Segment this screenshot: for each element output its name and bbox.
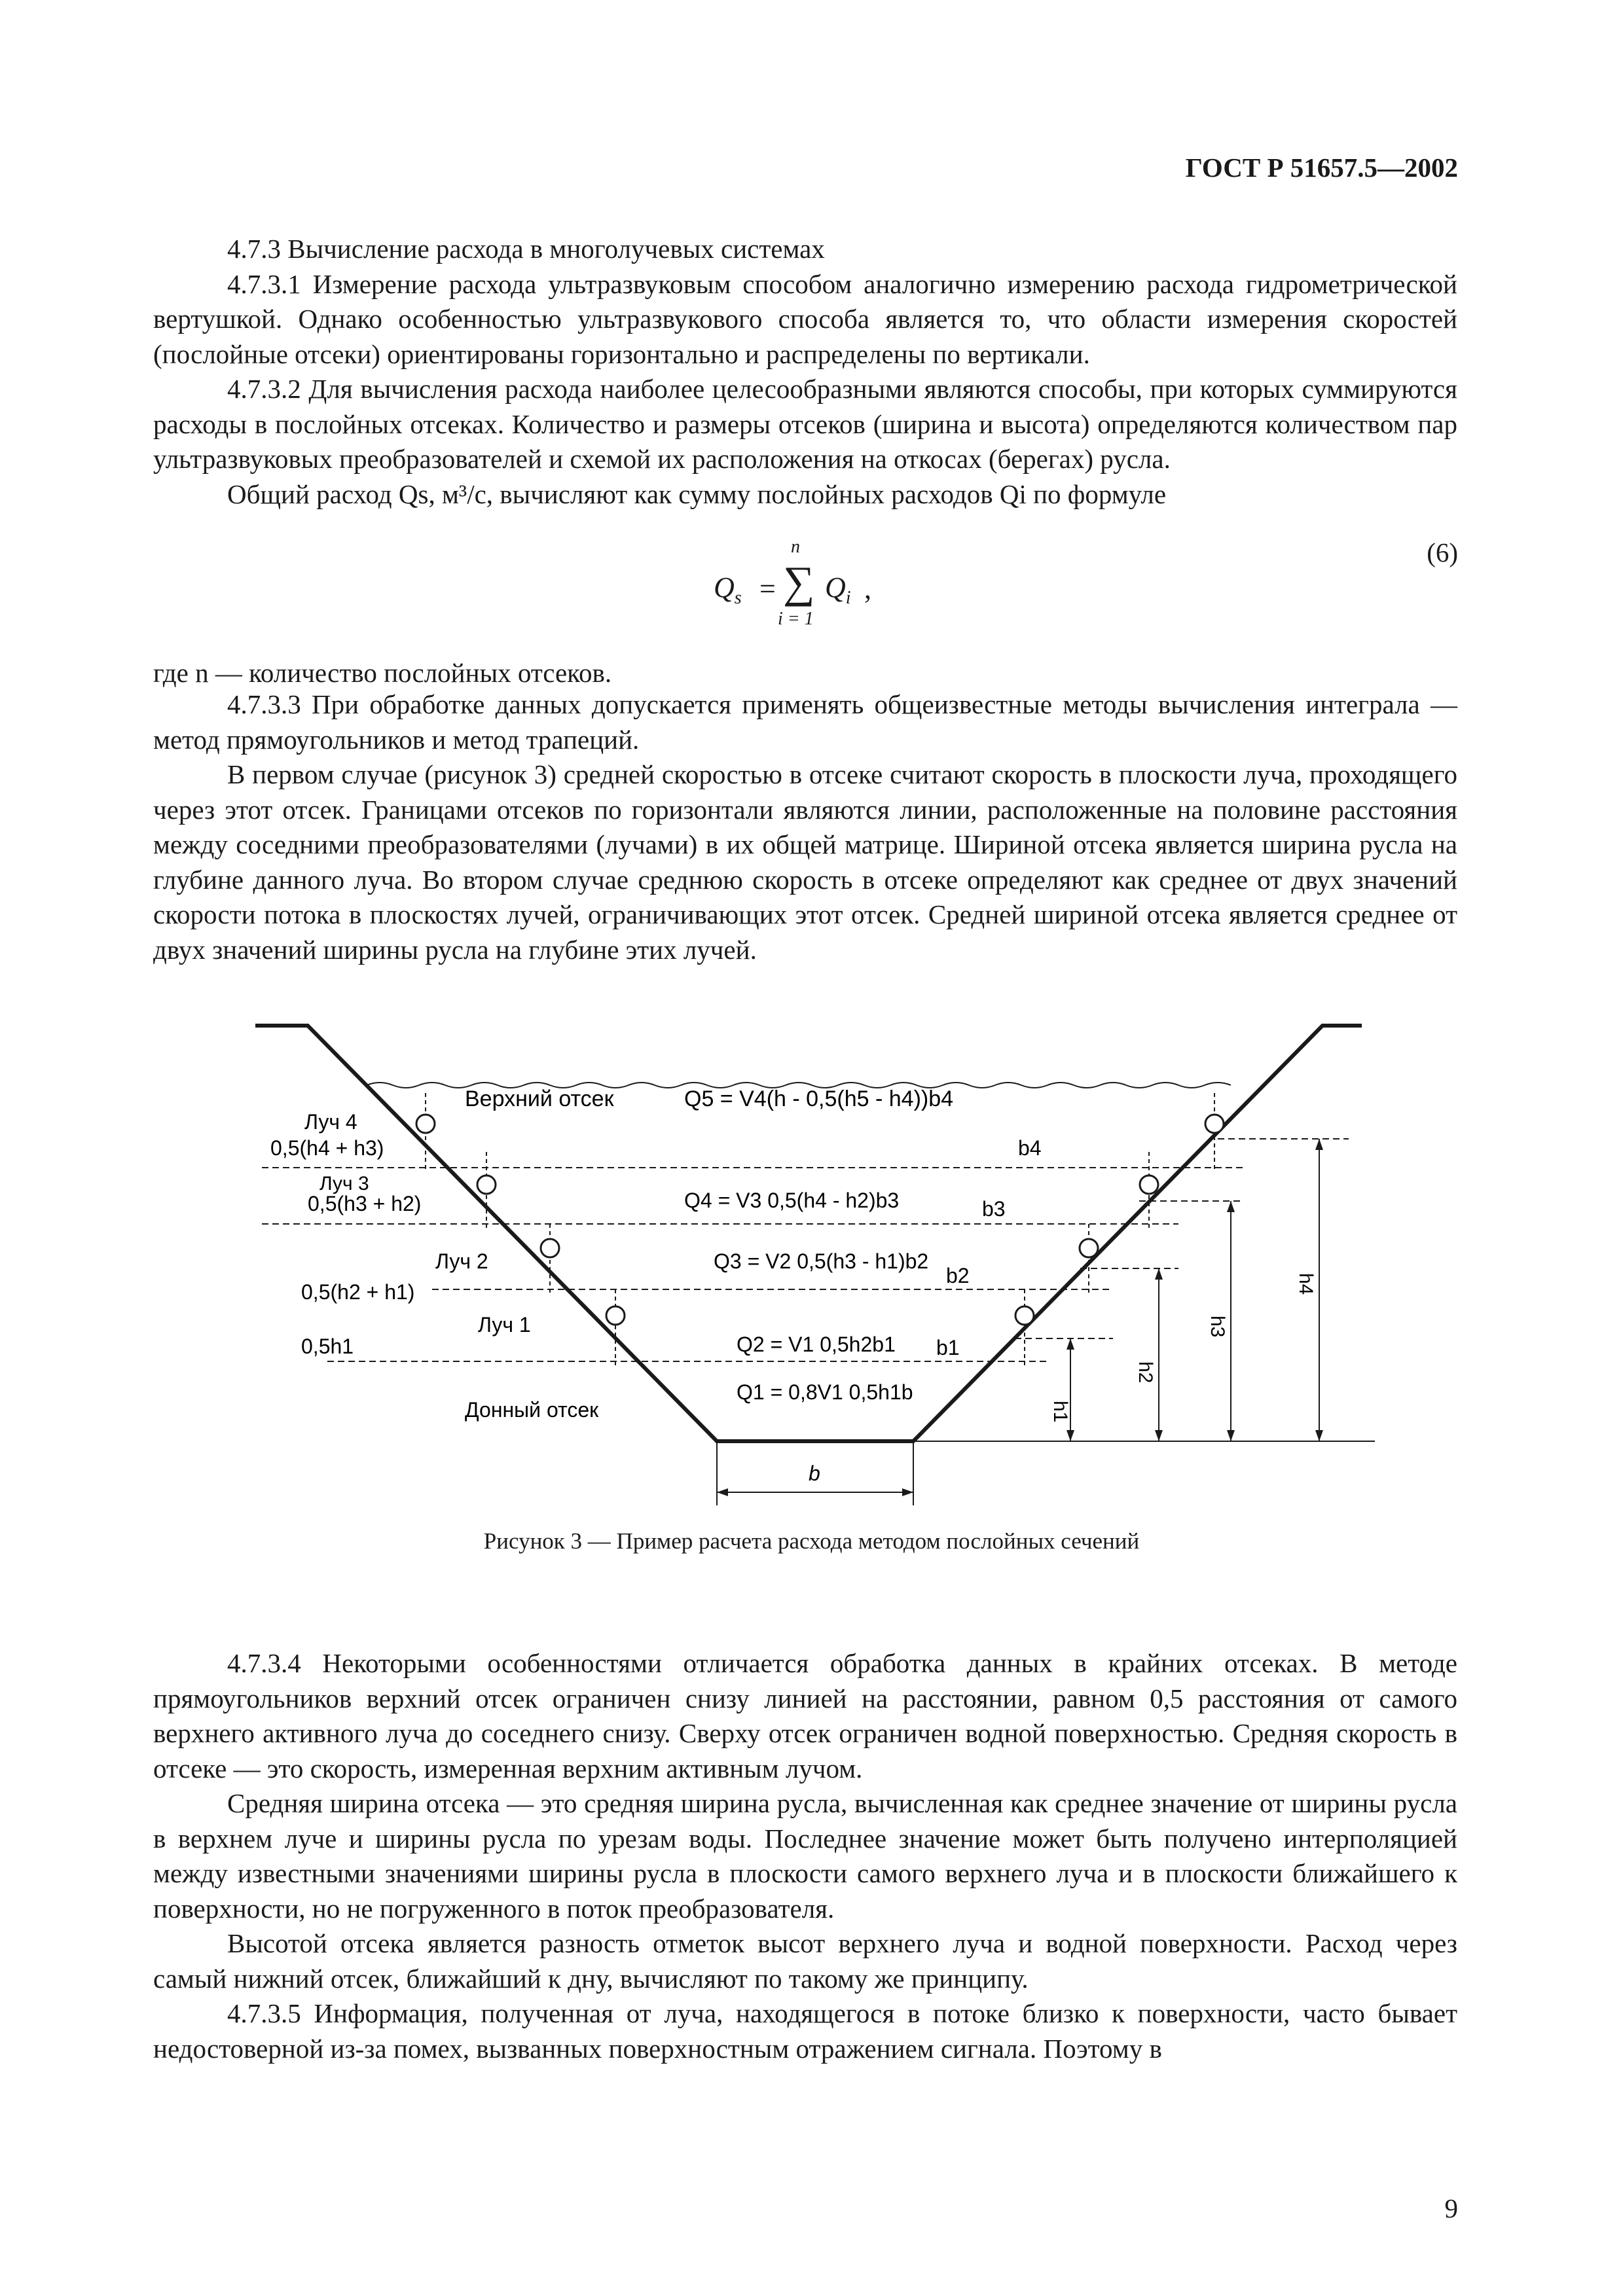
label-half1: 0,5h1 [301,1335,354,1358]
label-b2: b2 [946,1264,970,1287]
label-h4: h4 [1295,1273,1317,1295]
sensor-circle-2-right [1080,1239,1098,1257]
paragraph-4-7-3-5: 4.7.3.5 Информация, полученная от луча, находящегося в потоке близко к поверхности, часто бывает недостоверной из-за помех, вызванных поверхностным отражением сигнала. Поэтому в [153,1998,1457,2064]
label-h1: h1 [1049,1401,1071,1423]
formula-lhs: $Q_s$ [714,571,742,608]
sensor-circle-2-left [541,1239,559,1257]
page-number: 9 [1444,2193,1458,2223]
figure-caption: Рисунок 3 — Пример расчета расхода методом послойных сечений [483,1528,1140,1554]
text-block-1 [153,232,1457,512]
label-half21: 0,5(h2 + h1) [301,1280,415,1304]
label-bottom-compartment: Донный отсек [465,1398,599,1422]
sum-formula [707,537,969,628]
sensor-circle-3-left [477,1175,496,1194]
label-upper-compartment: Верхний отсек [465,1086,614,1111]
formula-term: $Q_i$ [825,571,851,608]
text-block-3 [153,1646,1457,2066]
formula-sum-lower: i = 1 [778,609,814,629]
sensor-circle-3-right [1140,1175,1158,1194]
arrow-h1-top [1067,1338,1074,1350]
label-ray1: Луч 1 [478,1313,531,1336]
paragraph-height: Высотой отсека является разность отметок высот верхнего луча и водной поверхности. Расход через самый нижний отсек, ближайший к дну, вычисляют по такому же принципу. [153,1928,1457,1994]
label-ray4: Луч 4 [304,1110,357,1134]
formula-trailing: , [864,573,871,605]
arrow-h4-bottom [1315,1430,1323,1441]
label-h3: h3 [1207,1316,1228,1338]
arrow-h2-bottom [1155,1430,1163,1441]
label-half32: 0,5(h3 + h2) [308,1192,422,1215]
sensor-circle-4-left [416,1115,435,1133]
arrow-h1-bottom [1067,1430,1074,1441]
section-heading-4-7-3: 4.7.3 Вычисление расхода в многолучевых системах [227,234,825,264]
arrow-h3-top [1227,1201,1235,1212]
where-text: где n — количество послойных отсеков. [153,658,612,688]
label-h2: h2 [1135,1361,1156,1384]
label-q2: Q2 = V1 0,5h2b1 [737,1333,896,1356]
paragraph-4-7-3-4: 4.7.3.4 Некоторыми особенностями отличается обработка данных в крайних отсеках. В методе прямоугольников верхний отсек ограничен снизу линией на расстоянии, равном 0,5 расстояния от самого верхнего активного луча до соседнего снизу. Сверху отсек ограничен водной поверхностью. Средняя скорость в отсеке — это скорость, измеренная верхним активным лучом. [153,1648,1457,1784]
equation-number: (6) [1427,537,1458,567]
label-q1: Q1 = 0,8V1 0,5h1b [737,1380,913,1404]
paragraph-4-7-3-1: 4.7.3.1 Измерение расхода ультразвуковым способом аналогично измерению расхода гидрометрической вертушкой. Однако особенностью ультразвукового способа является то, что области измерения скоростей (послойные отсеки) ориентированы горизонтально и распределены по вертикали. [153,268,1457,369]
label-b: b [809,1462,820,1485]
label-q4: Q4 = V3 0,5(h4 - h2)b3 [684,1189,900,1212]
label-b4: b4 [1018,1136,1042,1160]
arrow-h4-top [1315,1139,1323,1150]
text-block-2 [153,687,1457,967]
label-ray3: Луч 3 [319,1173,369,1194]
arrow-b-right [902,1488,913,1496]
arrow-h3-bottom [1227,1430,1235,1441]
label-q3: Q3 = V2 0,5(h3 - h1)b2 [714,1249,929,1273]
paragraph-4-7-3-2: 4.7.3.2 Для вычисления расхода наиболее целесообразными являются способы, при которых суммируются расходы в послойных отсеках. Количество и размеры отсеков (ширина и высота) определяются количеством пар ультразвуковых преобразователей и схемой их расположения на откосах (берегах) русла. [153,374,1457,474]
sensor-circle-4-right [1205,1115,1224,1133]
document-header: ГОСТ Р 51657.5—2002 [1185,152,1458,183]
paragraph-first-case: В первом случае (рисунок 3) средней скоростью в отсеке считают скорость в плоскости луча, проходящего через этот отсек. Границами отсеков по горизонтали являются линии, расположенные на половине расстояния между соседними преобразователями (лучами) в их общей матрице. Шириной отсека является ширина русла на глубине данного луча. Во втором случае среднюю скорость в отсеке определяют как среднее от двух значений скорости потока в плоскостях лучей, ограничивающих этот отсек. Средней шириной отсека является среднее от двух значений ширины русла на глубине этих лучей. [153,759,1457,965]
figure-3-diagram [249,1008,1395,1518]
sensor-circle-1-left [606,1306,625,1325]
paragraph-total-flow: Общий расход Qs, м³/с, вычисляют как сумму послойных расходов Qi по формуле [227,478,1167,509]
label-b3: b3 [982,1197,1006,1221]
paragraph-4-7-3-3: 4.7.3.3 При обработке данных допускается применять общеизвестные методы вычисления интеграла — метод прямоугольников и метод трапеций. [153,689,1457,755]
label-b1: b1 [936,1336,960,1359]
formula-sum-upper: n [791,537,800,557]
label-ray2: Луч 2 [435,1249,488,1273]
formula-equals: = [759,573,776,605]
label-q5: Q5 = V4(h - 0,5(h5 - h4))b4 [684,1086,954,1111]
arrow-b-left [717,1488,728,1496]
arrow-h2-top [1155,1268,1163,1280]
label-half43: 0,5(h4 + h3) [270,1136,384,1160]
sensor-circle-1-right [1015,1306,1034,1325]
paragraph-average-width: Средняя ширина отсека — это средняя ширина русла, вычисленная как среднее значение от ширины русла в верхнем луче и ширины русла по урезам воды. Последнее значение может быть получено интерполяцией между известными значениями ширины русла в плоскости самого верхнего луча и в плоскости ближайшего к поверхности, но не погруженного в поток преобразователя. [153,1788,1457,1924]
formula-sum-symbol: ∑ [783,557,815,607]
